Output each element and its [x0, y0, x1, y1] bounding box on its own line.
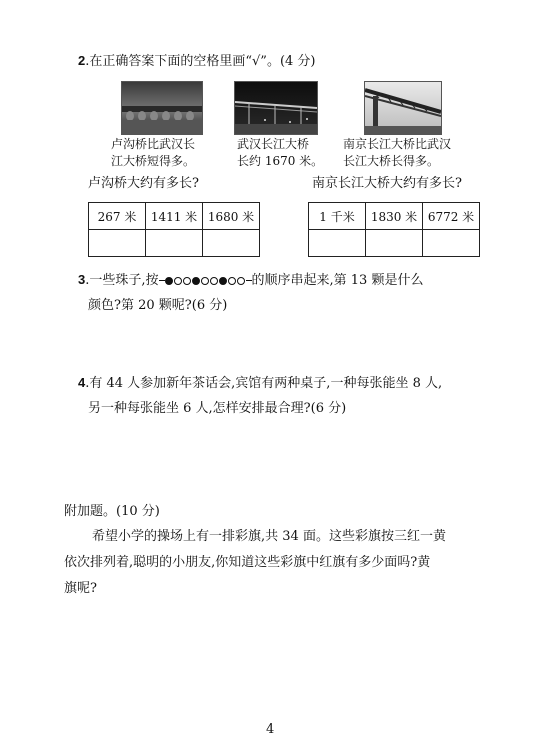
caption-line: 武汉长江大桥 [237, 137, 310, 151]
caption-lugou [111, 136, 195, 170]
page-number: 4 [266, 722, 275, 737]
caption-line: 南京长江大桥比武汉 [343, 137, 452, 151]
right-answer-table [308, 202, 480, 257]
question-3-line1 [78, 270, 423, 291]
bridge-arches-image [122, 82, 202, 134]
wuhan-bridge-image [235, 82, 317, 134]
caption-nanjing [343, 136, 451, 170]
caption-line: 长约 1670 米。 [237, 154, 324, 168]
option-cell: 1830 米 [366, 203, 423, 230]
checkmark-cell[interactable] [89, 230, 146, 257]
question-3-text-end: 的顺序串起来,第 13 颗是什么 [251, 273, 424, 288]
lugou-bridge-photo [121, 81, 203, 135]
wuhan-bridge-photo [234, 81, 318, 135]
nanjing-bridge-image [365, 82, 441, 134]
white-bead-icon [174, 277, 182, 285]
white-bead-icon [201, 277, 209, 285]
black-bead-icon [192, 277, 200, 285]
left-answer-table [88, 202, 260, 257]
option-cell: 1680 米 [203, 203, 260, 230]
caption-line: 江大桥短得多。 [111, 154, 196, 168]
question-3-line2: 颜色?第 20 颗呢?(6 分) [88, 298, 228, 313]
black-bead-icon [165, 277, 173, 285]
bead-string-dash [159, 280, 165, 281]
caption-line: 卢沟桥比武汉长 [111, 137, 196, 151]
left-subquestion: 卢沟桥大约有多长? [88, 176, 199, 191]
bonus-line1: 希望小学的操场上有一排彩旗,共 34 面。这些彩旗按三红一黄 [92, 529, 446, 544]
question-2-prompt [78, 51, 316, 72]
checkmark-cell[interactable] [309, 230, 366, 257]
caption-wuhan [237, 136, 323, 170]
option-cell: 6772 米 [423, 203, 480, 230]
bonus-line3: 旗呢? [64, 581, 97, 596]
white-bead-icon [210, 277, 218, 285]
white-bead-icon [228, 277, 236, 285]
question-3-number: 3 [78, 272, 86, 287]
nanjing-bridge-photo [364, 81, 442, 135]
white-bead-icon [183, 277, 191, 285]
question-2-text: .在正确答案下面的空格里画“√”。(4 分) [85, 54, 316, 69]
black-bead-icon [219, 277, 227, 285]
option-cell: 1 千米 [309, 203, 366, 230]
question-3-text-start: .一些珠子,按 [85, 273, 159, 288]
question-4-number: 4 [78, 375, 86, 390]
bead-sequence [159, 273, 252, 288]
checkmark-cell[interactable] [366, 230, 423, 257]
checkmark-cell[interactable] [146, 230, 203, 257]
caption-line: 长江大桥长得多。 [343, 154, 440, 168]
right-subquestion: 南京长江大桥大约有多长? [312, 176, 462, 191]
option-cell: 1411 米 [146, 203, 203, 230]
white-bead-icon [237, 277, 245, 285]
bonus-line2: 依次排列着,聪明的小朋友,你知道这些彩旗中红旗有多少面吗?黄 [64, 555, 431, 570]
bonus-title: 附加题。(10 分) [64, 504, 160, 519]
question-4-line2: 另一种每张能坐 6 人,怎样安排最合理?(6 分) [88, 401, 347, 416]
checkmark-cell[interactable] [203, 230, 260, 257]
question-4-line1 [78, 373, 442, 394]
checkmark-cell[interactable] [423, 230, 480, 257]
option-cell: 267 米 [89, 203, 146, 230]
question-2-number: 2 [78, 53, 86, 68]
question-4-text: .有 44 人参加新年茶话会,宾馆有两种桌子,一种每张能坐 8 人, [85, 376, 443, 391]
